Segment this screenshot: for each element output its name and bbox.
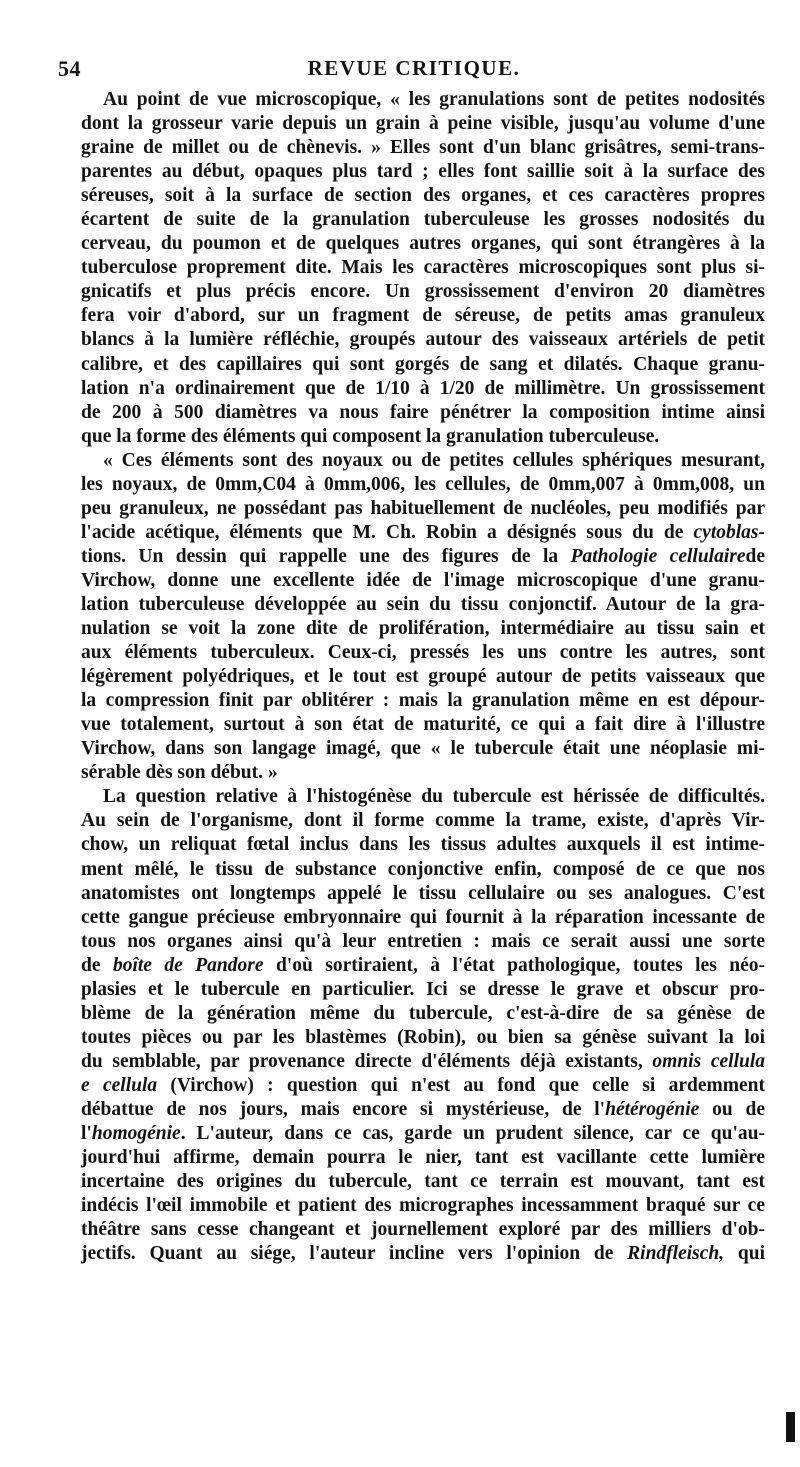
italic-term: homogénie — [91, 1123, 181, 1145]
text-line: indécis l'œil immobile et patient des micrographes incessamment braqué sur ce — [81, 1195, 765, 1217]
text-line: « Ces éléments sont des noyaux ou de petites cellules sphériques mesurant, — [103, 449, 765, 471]
text-line: nulation se voit la zone dite de prolifération, intermédiaire au tissu sain et — [81, 618, 765, 640]
text-line: cerveau, du poumon et de quelques autres organes, qui sont étrangères à la — [81, 233, 765, 255]
text-line: La question relative à l'histogénèse du tubercule est hérissée de difficultés. — [103, 786, 765, 808]
italic-term: e cellula — [81, 1074, 158, 1096]
text-line — [81, 1122, 765, 1146]
running-title: REVUE CRITIQUE. — [307, 56, 521, 80]
text-run: qui — [737, 1243, 765, 1265]
italic-term: hétérogénie — [605, 1098, 700, 1120]
text-line: la compression finit par oblitérer : mais la granulation même en est dépour- — [81, 690, 765, 712]
text-run: de — [81, 954, 113, 976]
text-line: sérable dès son début. » — [81, 762, 278, 784]
text-line — [81, 1242, 765, 1266]
text-line: parentes au début, opaques plus tard ; elles font saillie soit à la surface des — [81, 161, 765, 183]
text-line: toutes pièces ou par les blastèmes (Robin), ou bien sa génèse suivant la loi — [81, 1026, 765, 1048]
text-run: (Virchow) : question qui n'est au fond que celle si ardemment — [157, 1074, 765, 1096]
italic-term: omnis cellula — [652, 1050, 765, 1072]
scan-edge-mark — [786, 1412, 795, 1442]
page-number: 54 — [58, 56, 81, 81]
text-line: lation tuberculeuse développée au sein du tissu conjonctif. Autour de la gra- — [81, 593, 765, 615]
text-line: Virchow, donne une excellente idée de l'image microscopique d'une granu- — [81, 569, 765, 591]
text-line: plasies et le tubercule en particulier. Ici se dresse le grave et obscur pro- — [81, 978, 765, 1000]
text-run: ou de — [699, 1098, 765, 1120]
text-line: lation n'a ordinairement que de 1/10 à 1/20 de millimètre. Un grossissement — [81, 377, 765, 399]
text-line: calibre, et des capillaires qui sont gorgés de sang et dilatés. Chaque granu- — [81, 353, 765, 375]
italic-term: boîte de Pandore — [112, 954, 264, 976]
text-line — [81, 545, 765, 569]
text-line: Virchow, dans son langage imagé, que « le tubercule était une néoplasie mi- — [81, 738, 765, 760]
text-line: fera voir d'abord, sur un fragment de séreuse, de petits amas granuleux — [81, 305, 765, 327]
text-line — [81, 954, 765, 978]
text-line: gnicatifs et plus précis encore. Un grossissement d'environ 20 diamètres — [81, 281, 765, 303]
text-run: de — [745, 545, 765, 567]
text-line: vue totalement, surtout à son état de maturité, ce qui a fait dire à l'illustre — [81, 714, 765, 736]
text-run: l'acide acétique, éléments que M. Ch. Robin a désignés sous du de — [81, 521, 694, 543]
text-line: blancs à la lumière réfléchie, groupés autour des vaisseaux artériels de petit — [81, 329, 765, 351]
text-run: jectifs. Quant au siége, l'auteur incline vers l'opinion de — [81, 1243, 628, 1265]
text-run: du semblable, par provenance directe d'éléments déjà existants, — [81, 1050, 653, 1072]
text-line: blème de la génération même du tubercule, c'est-à-dire de sa génèse de — [81, 1002, 765, 1024]
text-line: chow, un reliquat fœtal inclus dans les tissus adultes auxquels il est intime- — [81, 834, 765, 856]
text-line: cette gangue précieuse embryonnaire qui fournit à la réparation incessante de — [81, 906, 765, 928]
italic-term: Pathologie cellulaire — [570, 545, 746, 567]
text-line: théâtre sans cesse changeant et journellement exploré par des milliers d'ob- — [81, 1219, 765, 1241]
text-run: l' — [81, 1123, 92, 1145]
text-line: ment mêlé, le tissu de substance conjonctive enfin, composé de ce que nos — [81, 858, 765, 880]
text-line — [81, 1074, 765, 1098]
text-line: les noyaux, de 0mm,C04 à 0mm,006, les cellules, de 0mm,007 à 0mm,008, un — [81, 473, 765, 495]
text-line: tuberculose proprement dite. Mais les caractères microscopiques sont plus si- — [81, 257, 765, 279]
text-line: jourd'hui affirme, demain pourra le nier, tant est vacillante cette lumière — [81, 1147, 765, 1169]
text-line: aux éléments tuberculeux. Ceux-ci, pressés les uns contre les autres, sont — [81, 642, 765, 664]
text-run: débattue de nos jours, mais encore si mystérieuse, de l' — [81, 1098, 606, 1120]
text-line: que la forme des éléments qui composent la granulation tuberculeuse. — [81, 425, 660, 447]
text-line: de 200 à 500 diamètres va nous faire pénétrer la composition intime ainsi — [81, 401, 765, 423]
page-header — [58, 56, 770, 84]
text-line: tous nos organes ainsi qu'à leur entretien : mais ce serait aussi une sorte — [81, 930, 765, 952]
text-run: tions. Un dessin qui rappelle une des figures de la — [81, 545, 571, 567]
text-line — [81, 1098, 765, 1122]
text-line: légèrement polyédriques, et le tout est groupé autour de petits vaisseaux que — [81, 666, 765, 688]
text-line: dont la grosseur varie depuis un grain à peine visible, jusqu'au volume d'une — [81, 113, 765, 135]
text-run: . L'auteur, dans ce cas, garde un prudent silence, car ce qu'au- — [180, 1123, 765, 1145]
text-run: d'où sortiraient, à l'état pathologique, toutes les néo- — [263, 954, 765, 976]
text-line: Au point de vue microscopique, « les granulations sont de petites nodosités — [103, 89, 765, 110]
text-line — [81, 1050, 765, 1074]
text-line: séreuses, soit à la surface de section des organes, et ces caractères propres — [81, 185, 765, 207]
text-line: écartent de suite de la granulation tuberculeuse les grosses nodosités du — [81, 209, 765, 231]
text-line: anatomistes ont longtemps appelé le tissu cellulaire ou ses analogues. C'est — [81, 882, 765, 904]
text-line: Au sein de l'organisme, dont il forme comme la trame, existe, d'après Vir- — [81, 810, 765, 832]
italic-term: cytoblas- — [693, 521, 765, 543]
italic-term: Rindfleisch, — [627, 1243, 725, 1265]
text-line — [81, 521, 765, 545]
text-line: peu granuleux, ne possédant pas habituellement de nucléoles, peu modifiés par — [81, 497, 765, 519]
text-line: incertaine des origines du tubercule, tant ce terrain est mouvant, tant est — [81, 1171, 765, 1193]
text-run — [724, 1243, 738, 1264]
body-text — [81, 88, 765, 1266]
text-line: graine de millet ou de chènevis. » Elles sont d'un blanc grisâtres, semi-trans- — [81, 137, 765, 159]
